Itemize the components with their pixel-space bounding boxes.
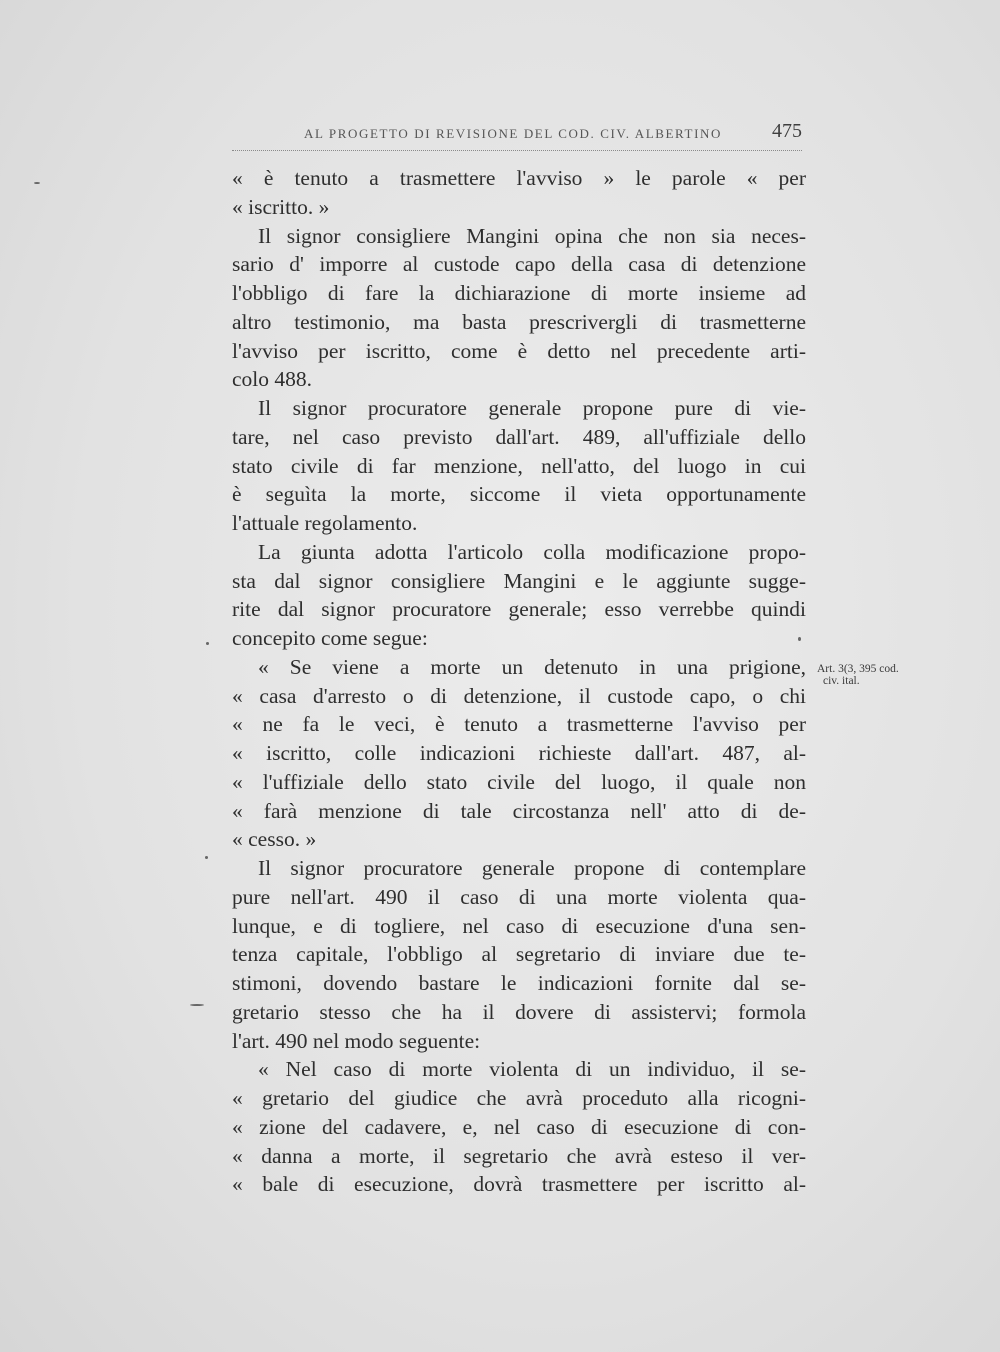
running-title: AL PROGETTO DI REVISIONE DEL COD. CIV. ALBERTINO bbox=[304, 126, 722, 141]
header-rule bbox=[232, 150, 802, 151]
ink-speck bbox=[205, 856, 208, 859]
text-line: altro testimonio, ma basta prescrivergli di trasmetterne bbox=[232, 309, 806, 334]
text-line: rite dal signor procuratore generale; esso verrebbe quindi bbox=[232, 597, 806, 622]
text-line: « bale di esecuzione, dovrà trasmettere per iscritto al- bbox=[232, 1172, 806, 1197]
ink-speck bbox=[206, 642, 209, 645]
text-line: è seguìta la morte, siccome il vieta opportunamente bbox=[232, 482, 806, 507]
margin-note bbox=[817, 663, 899, 687]
text-line: colo 488. bbox=[232, 367, 313, 392]
text-line: « cesso. » bbox=[232, 827, 317, 852]
text-line: lunque, e di togliere, nel caso di esecuzione d'una sen- bbox=[232, 913, 806, 938]
text-line: stato civile di far menzione, nell'atto, del luogo in cui bbox=[232, 453, 806, 478]
text-line: Il signor procuratore generale propone di contemplare bbox=[258, 856, 806, 880]
text-line: La giunta adotta l'articolo colla modificazione propo- bbox=[258, 539, 806, 564]
text-line: tenza capitale, l'obbligo al segretario di inviare due te- bbox=[232, 942, 806, 967]
text-line: « zione del cadavere, e, nel caso di esecuzione di con- bbox=[232, 1114, 806, 1139]
text-line: l'attuale regolamento. bbox=[232, 511, 418, 535]
text-line: « è tenuto a trasmettere l'avviso » le parole « per bbox=[232, 166, 806, 190]
text-line: l'art. 490 nel modo seguente: bbox=[232, 1028, 481, 1053]
running-header bbox=[232, 122, 802, 146]
text-line: pure nell'art. 490 il caso di una morte violenta qua- bbox=[232, 884, 806, 909]
text-line: gretario stesso che ha il dovere di assistervi; formola bbox=[232, 999, 806, 1024]
text-line: « l'uffiziale dello stato civile del luogo, il quale non bbox=[232, 769, 806, 794]
text-line: stimoni, dovendo bastare le indicazioni fornite dal se- bbox=[232, 971, 806, 995]
text-line: « iscritto. » bbox=[232, 194, 330, 219]
margin-note-line-2: civ. ital. bbox=[823, 675, 860, 687]
text-line: Il signor procuratore generale propone pure di vie- bbox=[258, 396, 806, 420]
text-line: « Se viene a morte un detenuto in una prigione, bbox=[258, 654, 806, 679]
text-line: l'obbligo di fare la dichiarazione di morte insieme ad bbox=[232, 281, 806, 305]
ink-speck bbox=[190, 1004, 204, 1006]
ink-speck bbox=[34, 182, 40, 184]
ink-speck bbox=[798, 637, 801, 641]
text-line: « iscritto, colle indicazioni richieste dall'art. 487, al- bbox=[232, 741, 806, 765]
page-number: 475 bbox=[772, 120, 802, 142]
text-line: l'avviso per iscritto, come è detto nel precedente arti- bbox=[232, 338, 806, 363]
text-line: « farà menzione di tale circostanza nell' atto di de- bbox=[232, 798, 806, 823]
text-line: sta dal signor consigliere Mangini e le aggiunte sugge- bbox=[232, 568, 806, 593]
text-line: concepito come segue: bbox=[232, 626, 428, 650]
text-line: Il signor consigliere Mangini opina che non sia neces- bbox=[258, 223, 806, 248]
text-line: sario d' imporre al custode capo della casa di detenzione bbox=[232, 252, 806, 277]
text-line: « danna a morte, il segretario che avrà esteso il ver- bbox=[232, 1143, 806, 1168]
text-line: « Nel caso di morte violenta di un individuo, il se- bbox=[258, 1057, 806, 1082]
text-line: « casa d'arresto o di detenzione, il custode capo, o chi bbox=[232, 683, 806, 708]
margin-note-line-1: Art. 3(3, 395 cod. bbox=[817, 663, 899, 675]
text-line: tare, nel caso previsto dall'art. 489, all'uffiziale dello bbox=[232, 424, 806, 449]
body-text bbox=[232, 164, 806, 1199]
text-line: « gretario del giudice che avrà proceduto alla ricogni- bbox=[232, 1086, 806, 1110]
text-line: « ne fa le veci, è tenuto a trasmetterne l'avviso per bbox=[232, 712, 806, 737]
